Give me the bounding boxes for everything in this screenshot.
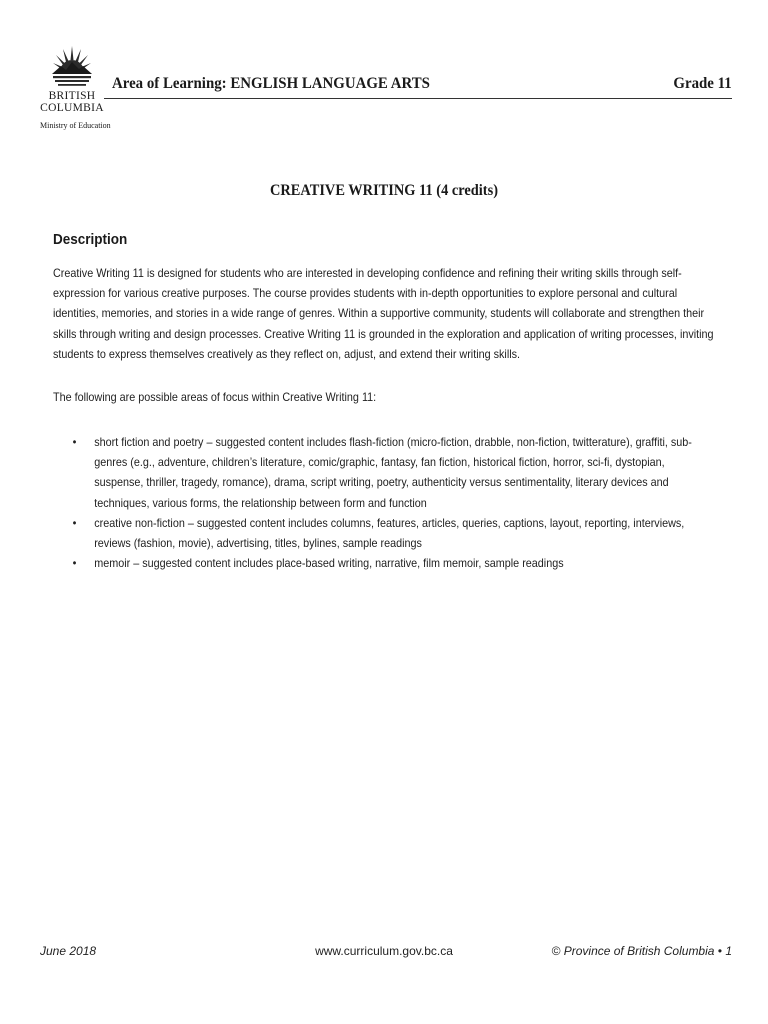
list-item — [60, 553, 706, 573]
focus-item-text: creative non-fiction – suggested content includes columns, features, articles, queries, captions, layout, reporting, interviews, reviews (fashion, movie), advertising, titles, bylines, sample readings — [94, 515, 685, 551]
list-item — [60, 513, 706, 553]
focus-intro: The following are possible areas of focus within Creative Writing 11: — [53, 390, 377, 404]
focus-item-text: memoir – suggested content includes place-based writing, narrative, film memoir, sample readings — [94, 556, 564, 571]
focus-item-text: short fiction and poetry – suggested content includes flash-fiction (micro-fiction, drabble, non-fiction, twitterature), graffiti, sub-genres (e.g., adventure, children’s literature, comic/graphic, fantasy, fan fiction, historical fiction, horror, sci-fi, dystopian, suspense, thriller, tragedy, romance), drama, script writing, poetry, authenticity versus sentimentality, literary devices and techniques, various forms, the relationship between form and function — [94, 435, 692, 510]
bc-logo — [40, 44, 111, 130]
bullet-icon: • — [72, 556, 77, 571]
footer-url[interactable]: www.curriculum.gov.bc.ca — [315, 944, 453, 958]
bullet-icon: • — [72, 435, 77, 449]
description-paragraph: Creative Writing 11 is designed for students who are interested in developing confidence and refining their writing skills through self-expression for various creative purposes. The course provides students with in-depth opportunities to explore personal and cultural identities, memories, and stories in a wide range of genres. Within a supportive community, students will collaborate and strengthen their skills through writing and design processes. Creative Writing 11 is grounded in the exploration and application of writing processes, inviting students to express themselves creatively as they reflect on, adjust, and extend their writing skills. — [53, 266, 714, 361]
grade-label: Grade 11 — [673, 75, 732, 92]
ministry-label: Ministry of Education — [40, 121, 111, 130]
course-title: CREATIVE WRITING 11 (4 credits) — [269, 182, 499, 199]
header-divider — [104, 98, 732, 99]
footer-copyright: © Province of British Columbia • 1 — [551, 944, 732, 958]
footer-date: June 2018 — [40, 944, 97, 958]
focus-list — [60, 432, 706, 573]
logo-text-british: BRITISH — [48, 90, 96, 102]
logo-text-columbia: COLUMBIA — [40, 102, 104, 114]
bc-sunburst-mountains-icon — [51, 44, 93, 88]
description-heading: Description — [53, 231, 128, 248]
list-item — [60, 432, 706, 513]
bullet-icon: • — [72, 515, 77, 530]
area-of-learning-title: Area of Learning: ENGLISH LANGUAGE ARTS — [112, 75, 430, 92]
